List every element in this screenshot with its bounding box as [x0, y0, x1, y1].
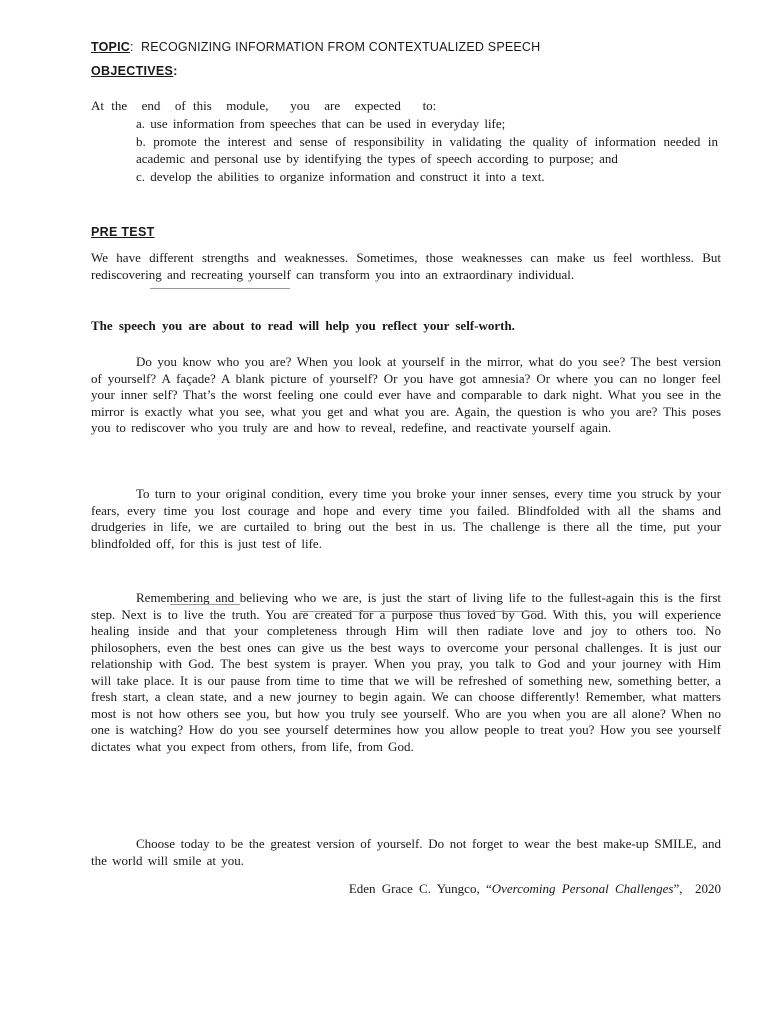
citation-close-quote: ”, [673, 881, 683, 896]
objectives-heading-label: OBJECTIVES [91, 64, 174, 78]
objectives-intro: At the end of this module, you are expected to: [91, 98, 437, 113]
pretest-heading: PRE TEST [91, 225, 155, 239]
speech-paragraph-3: Remembering and believing who we are, is just the start of living life to the fullest-again this is the first step. Next is to live the truth. You are created for a purpose thus loved by God. With this, you will experience healing inside and that your completeness through Him will then radiate love and joy to others too. No philosophers, even the best ones can give us the best ways to overcome your personal challenges. It is just our relationship with God. The best system is prayer. When you pray, you talk to God and your journey with Him will take place. It is our pause from time to time that we will be refreshed of something new, something better, a fresh start, a clean state, and a new journey to begin again. We can choose differently! Remember, what matters most is not how others see you, but how you truly see yourself. Who are you when you are all alone? When no one is watching? How do you see yourself determines how you allow people to treat you? How you see yourself dictates what you expect from others, from life, from God. [91, 590, 721, 754]
citation-work-title: Overcoming Personal Challenges [491, 881, 674, 896]
objectives-heading-colon: : [173, 64, 178, 78]
speech-paragraph-4: Choose today to be the greatest version of yourself. Do not forget to wear the best make-up SMILE, and the world will smile at you. [91, 836, 721, 868]
pretest-paragraph: We have different strengths and weaknesses. Sometimes, those weaknesses can make us feel worthless. But rediscovering and recreating yourself can transform you into an extraordinary individual. [91, 250, 721, 282]
objective-item-c: c. develop the abilities to organize information and construct it into a text. [136, 169, 545, 185]
citation-year: 2020 [682, 881, 721, 896]
objective-item-b: b. promote the interest and sense of responsibility in validating the quality of information needed in academic and personal use by identifying the types of speech according to purpose; and [136, 134, 718, 166]
citation-author: Eden Grace C. Yungco, [348, 881, 480, 896]
objective-item-a: a. use information from speeches that can be used in everyday life; [136, 116, 506, 131]
topic-line [91, 40, 731, 54]
topic-text: RECOGNIZING INFORMATION FROM CONTEXTUALIZED SPEECH [141, 40, 541, 54]
speech-paragraph-1: Do you know who you are? When you look at yourself in the mirror, what do you see? The best version of yourself? A façade? A blank picture of yourself? Or you have got amnesia? Or where you can no longer feel your inner self? That’s the worst feeling one could ever have and comparable to dark night. What you see in the mirror is exactly what you see, what you get and what you are. Again, the question is who you are? This poses you to rediscover who you truly are and how to reveal, redefine, and reactivate yourself again. [91, 354, 721, 435]
speech-paragraph-2: To turn to your original condition, every time you broke your inner senses, every time you struck by your fears, every time you lost courage and hope and every time you failed. Blindfolded with all the shams and drudgeries in life, we are curtailed to bring out the best in us. The challenge is there all the time, put your blindfolded off, for this is just test of life. [91, 486, 721, 551]
divider-line [150, 288, 290, 289]
topic-label: TOPIC [91, 40, 130, 54]
pretest-instruction: The speech you are about to read will help you reflect your self-worth. [91, 318, 515, 333]
citation-open-quote: “ [479, 881, 492, 896]
objectives-heading [91, 64, 178, 78]
divider-line [300, 611, 540, 612]
divider-line [170, 604, 240, 605]
topic-colon: : [129, 40, 142, 54]
objectives-list [136, 116, 718, 188]
citation [270, 881, 721, 897]
